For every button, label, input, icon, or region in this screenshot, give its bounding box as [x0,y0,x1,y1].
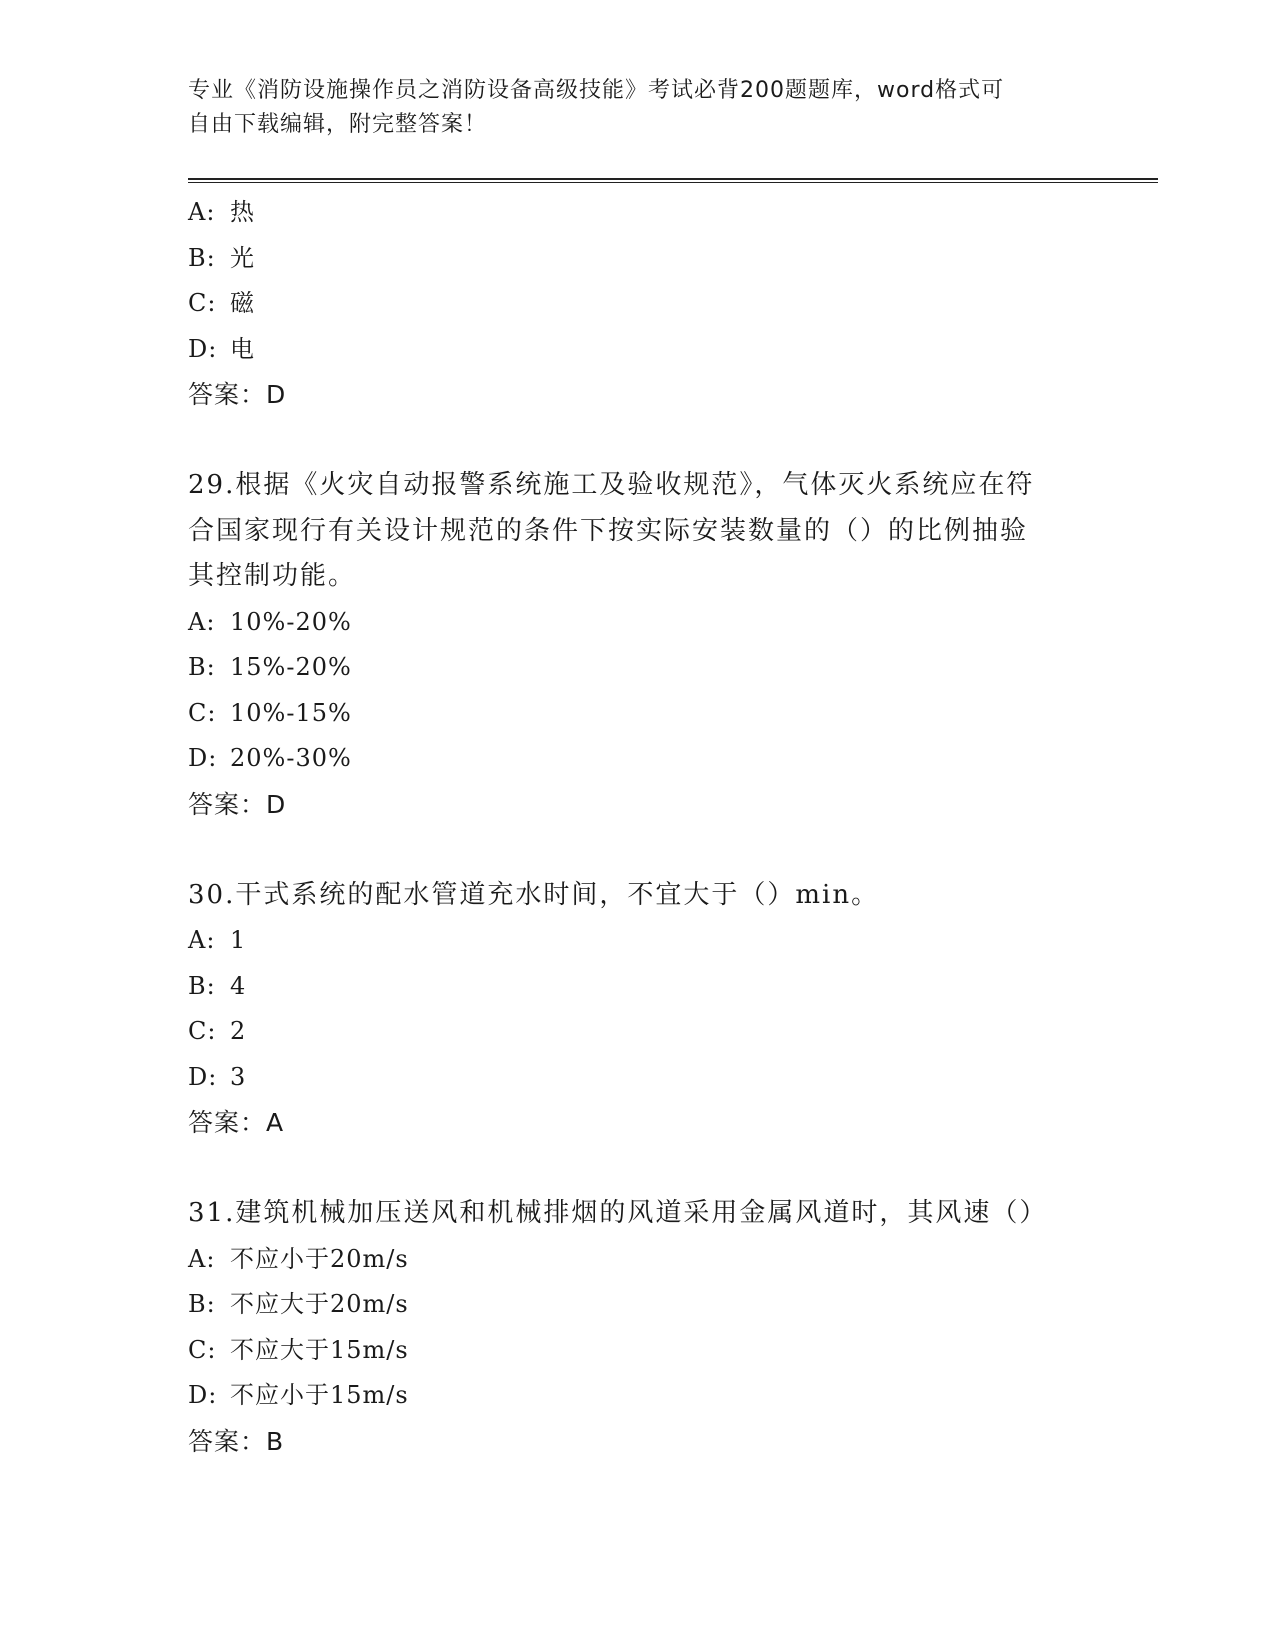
answer-label: 答案：B [188,1426,285,1456]
option-b: B: 15%-20% [188,653,352,681]
option-a: A: 不应小于20m/s [188,1244,409,1273]
option-d: D: 20%-30% [188,744,352,772]
option-b: B: 不应大于20m/s [188,1290,409,1318]
option-c: C: 不应大于15m/s [188,1335,409,1364]
answer-label: 答案：A [188,1108,285,1137]
question-stem: 31.建筑机械加压送风和机械排烟的风道采用金属风道时，其风速（） [188,1198,1048,1228]
spacer [188,827,1088,873]
spacer [188,418,1088,464]
option-d: D: 电 [188,334,255,363]
question-31 [188,1191,1088,1464]
spacer [188,1146,1088,1192]
option-b: B: 光 [188,243,255,272]
page-title-line-2: 自由下载编辑，附完整答案！ [188,112,488,137]
option-a: A: 10%-20% [188,607,352,636]
option-c: C: 10%-15% [188,698,352,727]
question-stem: 30.干式系统的配水管道充水时间，不宜大于（）min。 [188,879,880,910]
header-divider [188,178,1158,183]
option-d: D: 3 [188,1062,247,1091]
question-29 [188,463,1088,827]
question-list [188,190,1088,1464]
option-c: C: 2 [188,1017,247,1045]
option-d: D: 不应小于15m/s [188,1381,409,1409]
question-30 [188,873,1088,1146]
question-28 [188,190,1088,418]
page-header [188,74,1088,142]
question-stem: 29.根据《火灾自动报警系统施工及验收规范》，气体灭火系统应在符 合国家现行有关设计规范的条件下按实际安装数量的（）的比例抽验 其控制功能。 [188,470,1035,591]
answer-label: 答案：D [188,789,287,819]
page-title-line-1: 专业《消防设施操作员之消防设备高级技能》考试必背200题题库，word格式可 [188,78,1005,103]
option-a: A: 热 [188,198,255,226]
option-c: C: 磁 [188,289,255,317]
option-a: A: 1 [188,926,247,954]
answer-label: 答案：D [188,380,287,409]
option-b: B: 4 [188,971,247,1000]
